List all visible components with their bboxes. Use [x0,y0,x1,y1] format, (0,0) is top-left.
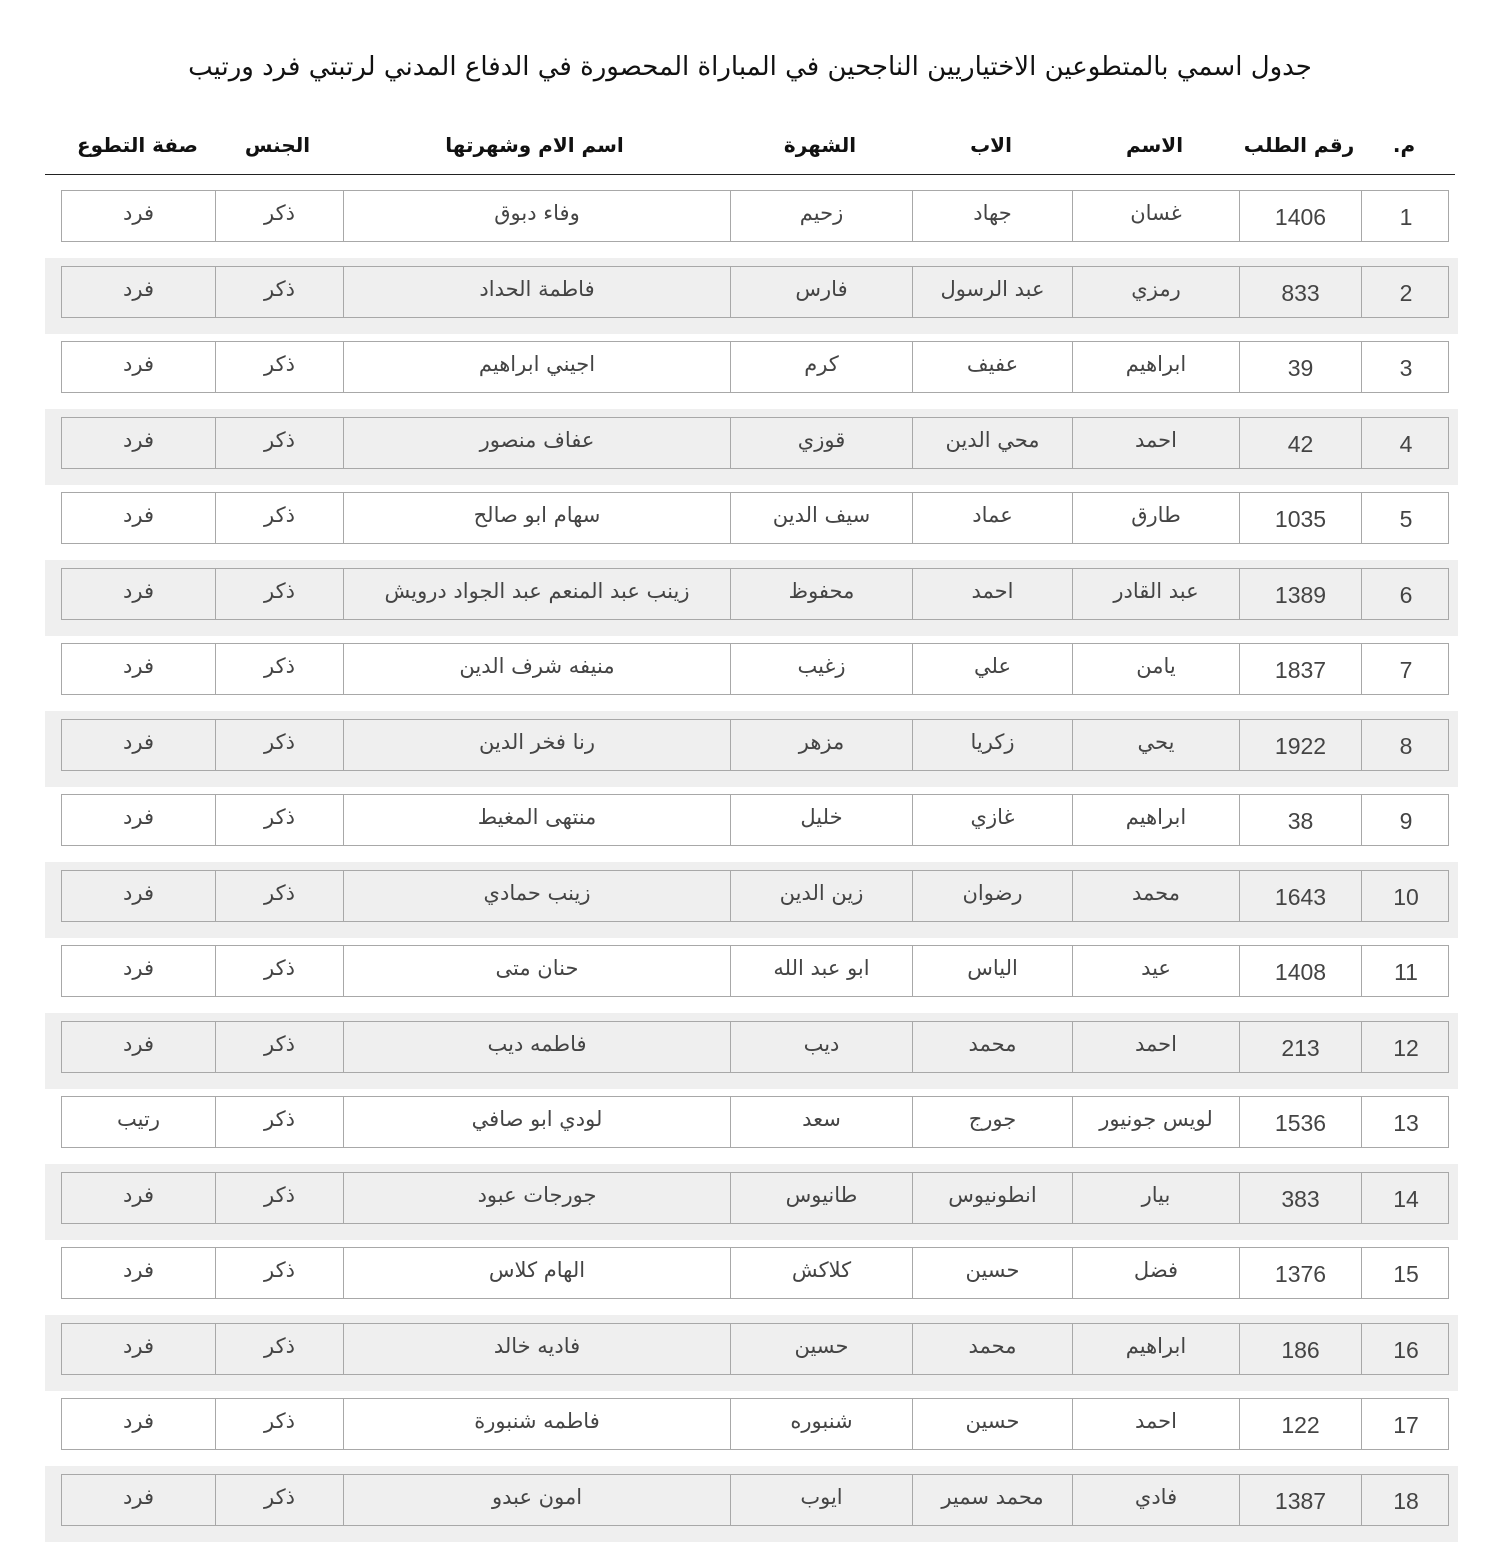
table-row [45,937,1458,1013]
cell-index: 8 [1361,720,1450,770]
cell-name: غسان [1072,191,1239,241]
page-title: جدول اسمي بالمتطوعين الاختياريين الناجحين في المباراة المحصورة في الدفاع المدني لرتبتي فرد ورتيب [188,52,1312,82]
cell-mother: زينب حمادي [343,871,730,921]
cell-father: حسين [912,1248,1072,1298]
row-frame [61,568,1449,620]
cell-name: لويس جونيور [1072,1097,1239,1147]
table-row [45,635,1458,711]
cell-father: جورج [912,1097,1072,1147]
row-frame [61,1323,1449,1375]
cell-gender: ذكر [215,946,343,996]
cell-father: احمد [912,569,1072,619]
cell-father: محمد [912,1324,1072,1374]
cell-father: جهاد [912,191,1072,241]
cell-mother: لودي ابو صافي [343,1097,730,1147]
cell-mother: فاديه خالد [343,1324,730,1374]
cell-surname: كرم [730,342,912,392]
row-frame [61,945,1449,997]
table-row [45,786,1458,862]
cell-father: عماد [912,493,1072,543]
cell-surname: سيف الدين [730,493,912,543]
header-surname: الشهرة [783,133,857,157]
cell-mother: حنان متى [343,946,730,996]
cell-gender: ذكر [215,1022,343,1072]
cell-gender: ذكر [215,795,343,845]
cell-volunteer-type: فرد [123,579,154,603]
row-frame [61,1021,1449,1073]
cell-volunteer-type: فرد [123,1485,154,1509]
cell-surname: خليل [730,795,912,845]
cell-volunteer-type: رتيب [117,1107,160,1131]
row-frame [61,190,1449,242]
cell-request-no: 1376 [1239,1248,1361,1298]
cell-index: 16 [1361,1324,1450,1374]
cell-request-no: 1643 [1239,871,1361,921]
cell-gender: ذكر [215,342,343,392]
cell-gender: ذكر [215,1173,343,1223]
row-frame [61,719,1449,771]
header-index: م. [1392,133,1416,157]
cell-request-no: 383 [1239,1173,1361,1223]
cell-volunteer-type: فرد [123,201,154,225]
cell-gender: ذكر [215,569,343,619]
cell-index: 10 [1361,871,1450,921]
header-name: الاسم [1125,133,1184,157]
cell-father: غازي [912,795,1072,845]
cell-mother: اجيني ابراهيم [343,342,730,392]
cell-volunteer-type: فرد [123,277,154,301]
cell-father: محمد سمير [912,1475,1072,1525]
cell-name: احمد [1072,1399,1239,1449]
cell-gender: ذكر [215,871,343,921]
cell-volunteer-type: فرد [123,956,154,980]
table-body [45,182,1458,1512]
cell-gender: ذكر [215,1248,343,1298]
cell-father: علي [912,644,1072,694]
cell-gender: ذكر [215,644,343,694]
row-frame [61,643,1449,695]
cell-volunteer-type: فرد [123,428,154,452]
table-row [45,862,1458,938]
cell-volunteer-type: فرد [123,1334,154,1358]
cell-volunteer-type: فرد [123,1032,154,1056]
cell-mother: امون عبدو [343,1475,730,1525]
cell-request-no: 1536 [1239,1097,1361,1147]
cell-request-no: 122 [1239,1399,1361,1449]
cell-mother: وفاء دبوق [343,191,730,241]
table-row [45,1164,1458,1240]
table-row [45,409,1458,485]
cell-mother: زينب عبد المنعم عبد الجواد درويش [343,569,730,619]
cell-surname: ديب [730,1022,912,1072]
cell-mother: رنا فخر الدين [343,720,730,770]
table-row [45,484,1458,560]
cell-surname: مزهر [730,720,912,770]
cell-name: فادي [1072,1475,1239,1525]
cell-request-no: 1837 [1239,644,1361,694]
cell-index: 13 [1361,1097,1450,1147]
cell-index: 11 [1361,946,1450,996]
cell-surname: زين الدين [730,871,912,921]
cell-request-no: 1406 [1239,191,1361,241]
cell-surname: محفوظ [730,569,912,619]
row-frame [61,1172,1449,1224]
cell-volunteer-type: فرد [123,805,154,829]
cell-volunteer-type: فرد [123,730,154,754]
cell-surname: ابو عبد الله [730,946,912,996]
table-row [45,1466,1458,1542]
cell-name: طارق [1072,493,1239,543]
cell-gender: ذكر [215,493,343,543]
cell-request-no: 42 [1239,418,1361,468]
header-father: الاب [970,133,1012,157]
cell-request-no: 1389 [1239,569,1361,619]
cell-name: يامن [1072,644,1239,694]
table-row [45,1239,1458,1315]
cell-request-no: 213 [1239,1022,1361,1072]
cell-volunteer-type: فرد [123,1183,154,1207]
row-frame [61,1398,1449,1450]
cell-gender: ذكر [215,1475,343,1525]
cell-mother: منيفه شرف الدين [343,644,730,694]
cell-name: احمد [1072,1022,1239,1072]
cell-request-no: 1408 [1239,946,1361,996]
cell-index: 17 [1361,1399,1450,1449]
cell-index: 2 [1361,267,1450,317]
cell-mother: جورجات عبود [343,1173,730,1223]
cell-name: احمد [1072,418,1239,468]
row-frame [61,492,1449,544]
cell-father: انطونيوس [912,1173,1072,1223]
table-header [45,116,1455,175]
cell-index: 12 [1361,1022,1450,1072]
cell-request-no: 1035 [1239,493,1361,543]
cell-gender: ذكر [215,418,343,468]
cell-request-no: 833 [1239,267,1361,317]
cell-name: بيار [1072,1173,1239,1223]
header-gender: الجنس [244,133,311,157]
cell-request-no: 39 [1239,342,1361,392]
cell-volunteer-type: فرد [123,1258,154,1282]
row-frame [61,1247,1449,1299]
cell-surname: فارس [730,267,912,317]
cell-surname: قوزي [730,418,912,468]
row-frame [61,1096,1449,1148]
cell-gender: ذكر [215,1324,343,1374]
cell-index: 6 [1361,569,1450,619]
cell-index: 1 [1361,191,1450,241]
cell-index: 18 [1361,1475,1450,1525]
cell-mother: عفاف منصور [343,418,730,468]
cell-gender: ذكر [215,267,343,317]
cell-father: عبد الرسول [912,267,1072,317]
cell-volunteer-type: فرد [123,352,154,376]
cell-index: 4 [1361,418,1450,468]
cell-request-no: 186 [1239,1324,1361,1374]
table-row [45,333,1458,409]
cell-mother: فاطمه ديب [343,1022,730,1072]
header-mother: اسم الام وشهرتها [445,133,624,157]
cell-index: 5 [1361,493,1450,543]
cell-name: عبد القادر [1072,569,1239,619]
cell-volunteer-type: فرد [123,1409,154,1433]
table-row [45,711,1458,787]
cell-mother: الهام كلاس [343,1248,730,1298]
cell-mother: فاطمة الحداد [343,267,730,317]
cell-index: 7 [1361,644,1450,694]
cell-index: 15 [1361,1248,1450,1298]
cell-mother: فاطمه شنبورة [343,1399,730,1449]
cell-name: رمزي [1072,267,1239,317]
row-frame [61,341,1449,393]
cell-surname: زحيم [730,191,912,241]
cell-name: يحي [1072,720,1239,770]
cell-gender: ذكر [215,1097,343,1147]
cell-father: محي الدين [912,418,1072,468]
cell-request-no: 38 [1239,795,1361,845]
cell-name: فضل [1072,1248,1239,1298]
cell-gender: ذكر [215,191,343,241]
cell-index: 3 [1361,342,1450,392]
cell-surname: طانيوس [730,1173,912,1223]
cell-surname: سعد [730,1097,912,1147]
cell-name: ابراهيم [1072,342,1239,392]
cell-father: رضوان [912,871,1072,921]
cell-father: عفيف [912,342,1072,392]
cell-mother: سهام ابو صالح [343,493,730,543]
cell-name: محمد [1072,871,1239,921]
cell-father: حسين [912,1399,1072,1449]
cell-father: زكريا [912,720,1072,770]
header-request-no: رقم الطلب [1243,133,1355,157]
cell-index: 9 [1361,795,1450,845]
table-row [45,182,1458,258]
table-row [45,560,1458,636]
row-frame [61,266,1449,318]
cell-request-no: 1922 [1239,720,1361,770]
header-volunteer-type: صفة التطوع [76,133,199,157]
row-frame [61,794,1449,846]
cell-father: الياس [912,946,1072,996]
cell-request-no: 1387 [1239,1475,1361,1525]
row-frame [61,870,1449,922]
cell-father: محمد [912,1022,1072,1072]
table-row [45,1390,1458,1466]
row-frame [61,1474,1449,1526]
cell-index: 14 [1361,1173,1450,1223]
cell-surname: شنبوره [730,1399,912,1449]
cell-surname: زغيب [730,644,912,694]
cell-name: عيد [1072,946,1239,996]
cell-surname: كلاكش [730,1248,912,1298]
cell-name: ابراهيم [1072,795,1239,845]
cell-volunteer-type: فرد [123,503,154,527]
table-row [45,1013,1458,1089]
cell-volunteer-type: فرد [123,881,154,905]
cell-surname: حسين [730,1324,912,1374]
cell-gender: ذكر [215,1399,343,1449]
table-row [45,258,1458,334]
row-frame [61,417,1449,469]
cell-volunteer-type: فرد [123,654,154,678]
cell-gender: ذكر [215,720,343,770]
table-row [45,1088,1458,1164]
cell-name: ابراهيم [1072,1324,1239,1374]
table-row [45,1315,1458,1391]
cell-mother: منتهى المغيط [343,795,730,845]
cell-surname: ايوب [730,1475,912,1525]
